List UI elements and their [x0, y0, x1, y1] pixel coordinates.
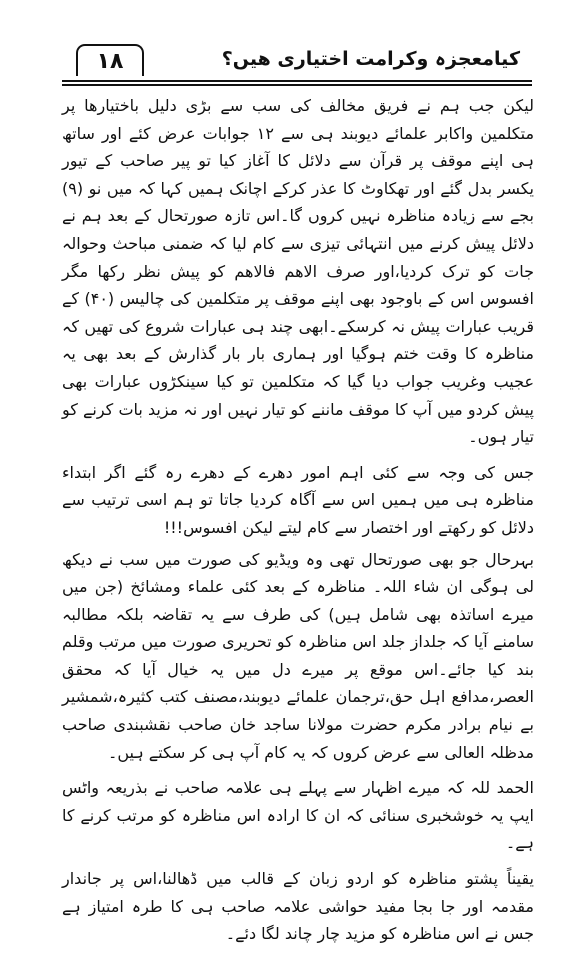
body-text	[62, 92, 534, 956]
paragraph: الحمد للہ کہ میرے اظہار سے پہلے ہی علامہ صاحب نے بذریعہ واٹس ایپ یہ خوشخبری سنائی کہ ان کا ارادہ اس مناظرہ کو مرتب کرنے کا ہے۔	[62, 778, 534, 853]
running-title: کیامعجزہ وکرامت اختیاری ھیں؟	[221, 48, 520, 70]
paragraph: جس کی وجہ سے کئی اہم امور دھرے کے دھرے رہ گئے اگر ابتداء مناظرہ ہی میں ہمیں اس سے آگاہ کردیا جاتا تو ہم اسی ترتیب سے دلائل کو رکھتے اور اختصار سے کام لیتے لیکن افسوس!!!	[62, 462, 534, 537]
header-rule-top	[62, 80, 532, 82]
page-header	[62, 40, 532, 84]
paragraph: لیکن جب ہم نے فریق مخالف کی سب سے بڑی دلیل باختیارھا پر متکلمین واکابر علمائے دیوبند ہی سے ۱۲ جوابات عرض کئے اور ساتھ ہی اپنے موقف پر قرآن سے دلائل کا آغاز کیا تو پیر صاحب کے تیور یکسر بدل گئے اور تھکاوٹ کا عذر کرکے اچانک ہمیں کہا کہ میں نو (۹) بجے سے زیادہ مناظرہ نہیں کروں گا۔اس تازہ صورتحال کے بعد ہم نے دلائل پیش کرنے میں انتہائی تیزی سے کام لیا کہ ضمنی مباحث وحوالہ جات کو ترک کردیا،اور صرف الاھم فالاھم کو پیش نظر رکھا مگر افسوس اس کے باوجود بھی اپنے موقف پر متکلمین کی چالیس (۴۰) کے قریب عبارات پیش نہ کرسکے۔ابھی چند ہی عبارات شروع کی تھیں کہ مناظرہ کا وقت ختم ہوگیا اور ہماری بار بار گذارش کے بعد بھی یہ عجیب وغریب جواب دیا گیا کہ متکلمین تو کیا سینکڑوں عبارات بھی پیش کردو میں آپ کا موقف ماننے کو تیار نہیں اور نہ مزید بات کرنے کو تیار ہوں۔	[62, 96, 535, 447]
page-number: ۱۸	[76, 44, 144, 76]
paragraph: بہرحال جو بھی صورتحال تھی وہ ویڈیو کی صورت میں سب نے دیکھ لی ہوگی ان شاء اللہ۔ مناظرہ کے بعد کئی علماء ومشائخ (جن میں میرے اساتذہ بھی شامل ہیں) کی طرف سے یہ تقاضہ بلکہ مطالبہ سامنے آیا کہ جلداز جلد اس مناظرہ کو تحریری صورت میں مرتب وقلم بند کیا جائے۔اس موقع پر میرے دل میں یہ خیال آیا کہ محقق العصر،مدافع اہل حق،ترجمان علمائے دیوبند،مصنف کتب کثیرہ،شمشیر بے نیام برادر مکرم حضرت مولانا ساجد خان صاحب نقشبندی صاحب مدظلہ العالی سے عرض کروں کہ یہ کام آپ ہی کر سکتے ہیں۔	[62, 549, 534, 762]
header-rule-bottom	[62, 84, 532, 86]
paragraph: یقیناً پشتو مناظرہ کو اردو زبان کے قالب میں ڈھالنا،اس پر جاندار مقدمہ اور جا بجا مفید حواشی علامہ صاحب ہی کا طرہ امتیاز ہے جس نے اس مناظرہ کو مزید چار چاند لگا دئے۔	[62, 869, 534, 944]
